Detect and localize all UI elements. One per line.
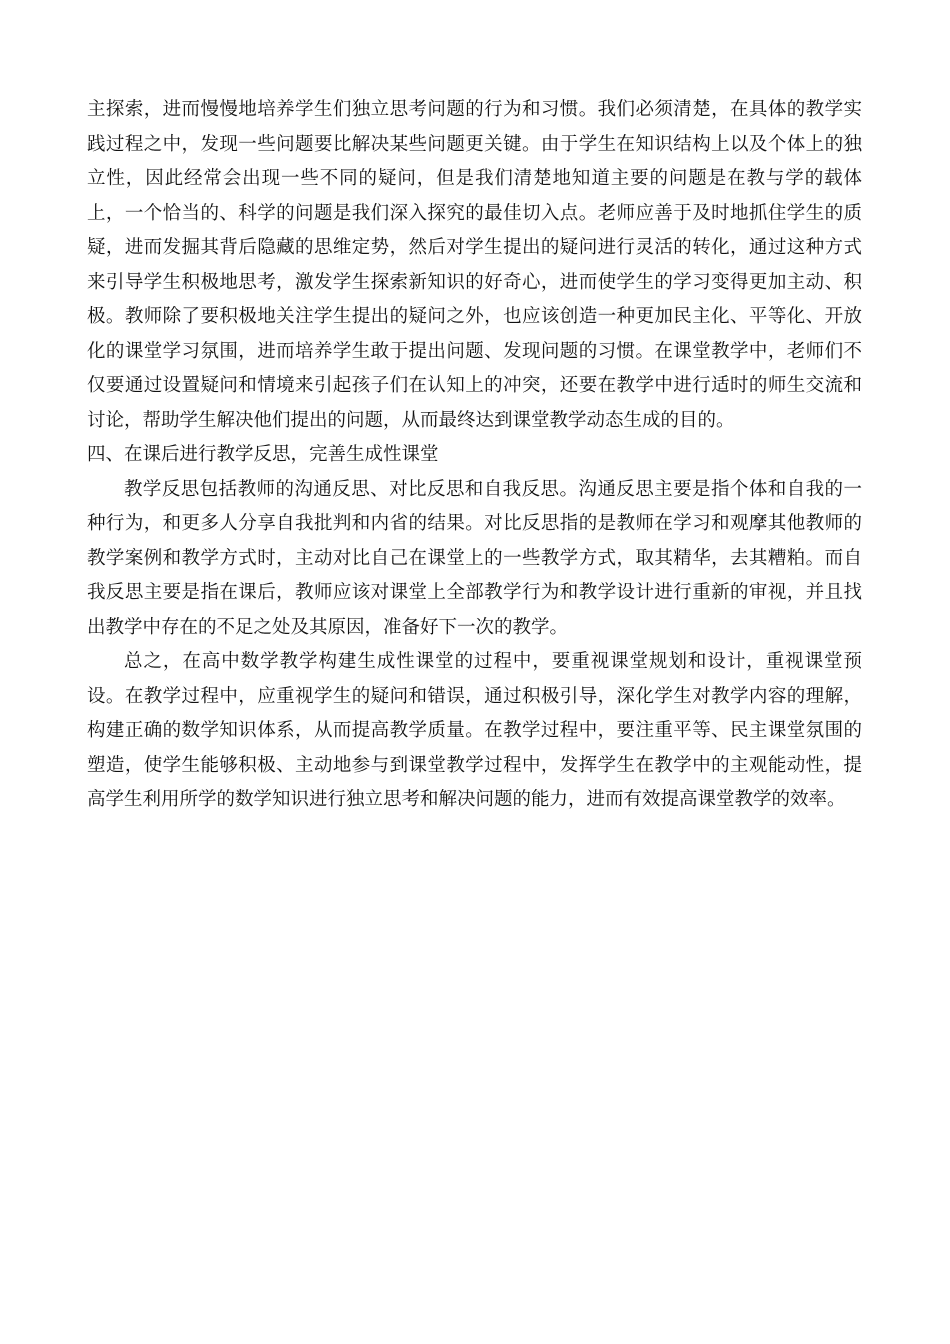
paragraph-continuation: 主探索，进而慢慢地培养学生们独立思考问题的行为和习惯。我们必须清楚，在具体的教学实践过程之中，发现一些问题要比解决某些问题更关键。由于学生在知识结构上以及个体上的独立性，因此经常会出现一些不同的疑问，但是我们清楚地知道主要的问题是在教与学的载体上，一个恰当的、科学的问题是我们深入探究的最佳切入点。老师应善于及时地抓住学生的质疑，进而发掘其背后隐藏的思维定势，然后对学生提出的疑问进行灵活的转化，通过这种方式来引导学生积极地思考，激发学生探索新知识的好奇心，进而使学生的学习变得更加主动、积极。教师除了要积极地关注学生提出的疑问之外，也应该创造一种更加民主化、平等化、开放化的课堂学习氛围，进而培养学生敢于提出问题、发现问题的习惯。在课堂教学中，老师们不仅要通过设置疑问和情境来引起孩子们在认知上的冲突，还要在教学中进行适时的师生交流和讨论，帮助学生解决他们提出的问题，从而最终达到课堂教学动态生成的目的。 [87, 99, 862, 431]
paragraph-conclusion: 总之，在高中数学教学构建生成性课堂的过程中，要重视课堂规划和设计，重视课堂预设。在教学过程中，应重视学生的疑问和错误，通过积极引导，深化学生对教学内容的理解，构建正确的数学知识体系，从而提高教学质量。在教学过程中，要注重平等、民主课堂氛围的塑造，使学生能够积极、主动地参与到课堂教学过程中，发挥学生在教学中的主观能动性，提高学生利用所学的数学知识进行独立思考和解决问题的能力，进而有效提高课堂教学的效率。 [87, 651, 862, 810]
body-text [87, 93, 862, 818]
paragraph-teaching-reflection: 教学反思包括教师的沟通反思、对比反思和自我反思。沟通反思主要是指个体和自我的一种行为，和更多人分享自我批判和内省的结果。对比反思指的是教师在学习和观摩其他教师的教学案例和教学方式时，主动对比自己在课堂上的一些教学方式，取其精华，去其糟粕。而自我反思主要是指在课后，教师应该对课堂上全部教学行为和教学设计进行重新的审视，并且找出教学中存在的不足之处及其原因，准备好下一次的教学。 [87, 478, 862, 638]
section-heading-4: 四、在课后进行教学反思，完善生成性课堂 [87, 444, 439, 465]
